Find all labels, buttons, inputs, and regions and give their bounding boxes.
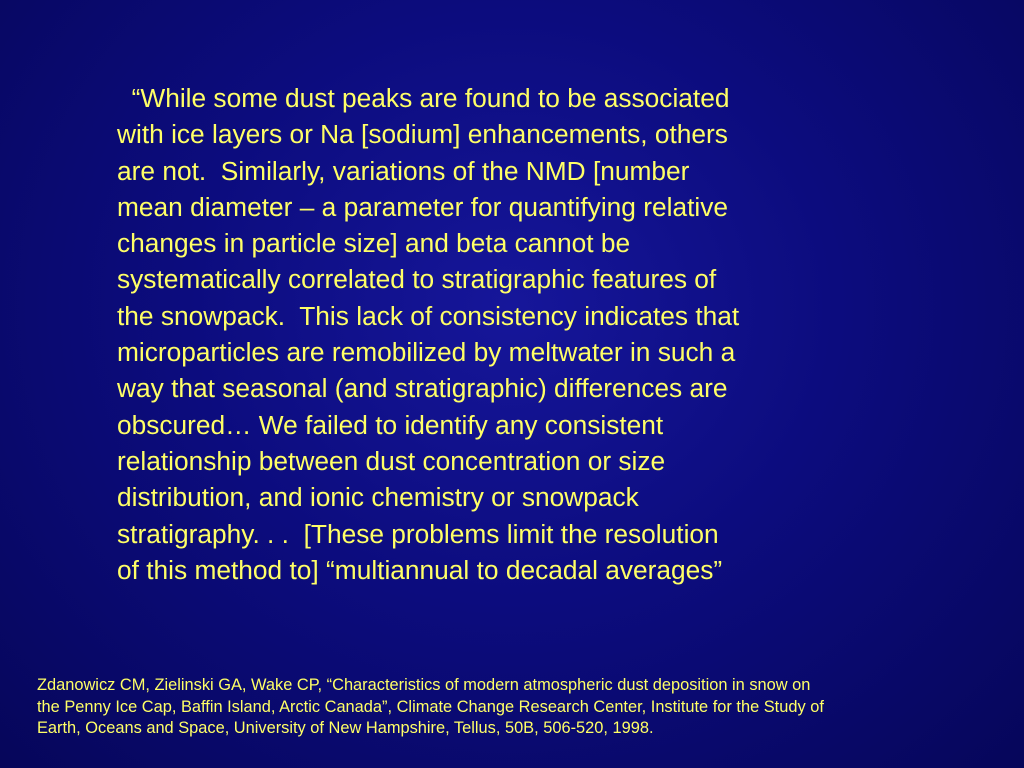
quote-line: microparticles are remobilized by meltwater in such a bbox=[117, 337, 736, 368]
citation-line: the Penny Ice Cap, Baffin Island, Arctic Canada”, Climate Change Research Center, Institute for the Study of bbox=[37, 697, 824, 716]
citation-text bbox=[37, 675, 1007, 740]
quote-line: the snowpack. This lack of consistency indicates that bbox=[117, 300, 740, 331]
quote-line: changes in particle size] and beta cannot be bbox=[117, 228, 631, 259]
citation-line: Earth, Oceans and Space, University of New Hampshire, Tellus, 50B, 506-520, 1998. bbox=[37, 719, 654, 737]
citation-line: Zdanowicz CM, Zielinski GA, Wake CP, “Characteristics of modern atmospheric dust deposition in snow on bbox=[37, 676, 811, 694]
quote-line: with ice layers or Na [sodium] enhancements, others bbox=[117, 119, 728, 150]
quote-line: relationship between dust concentration or size bbox=[117, 445, 666, 476]
quote-line: stratigraphy. . . [These problems limit the resolution bbox=[117, 518, 719, 549]
quote-line: obscured… We failed to identify any consistent bbox=[117, 409, 664, 440]
quote-line: systematically correlated to stratigraphic features of bbox=[117, 264, 717, 295]
quote-line: way that seasonal (and stratigraphic) differences are bbox=[117, 373, 728, 404]
quote-line: “While some dust peaks are found to be associated bbox=[117, 83, 730, 113]
quote-text bbox=[117, 80, 937, 588]
quote-line: of this method to] “multiannual to decadal averages” bbox=[117, 554, 723, 585]
quote-line: are not. Similarly, variations of the NMD [number bbox=[117, 155, 690, 186]
quote-line: mean diameter – a parameter for quantifying relative bbox=[117, 191, 728, 222]
quote-line: distribution, and ionic chemistry or snowpack bbox=[117, 482, 639, 513]
